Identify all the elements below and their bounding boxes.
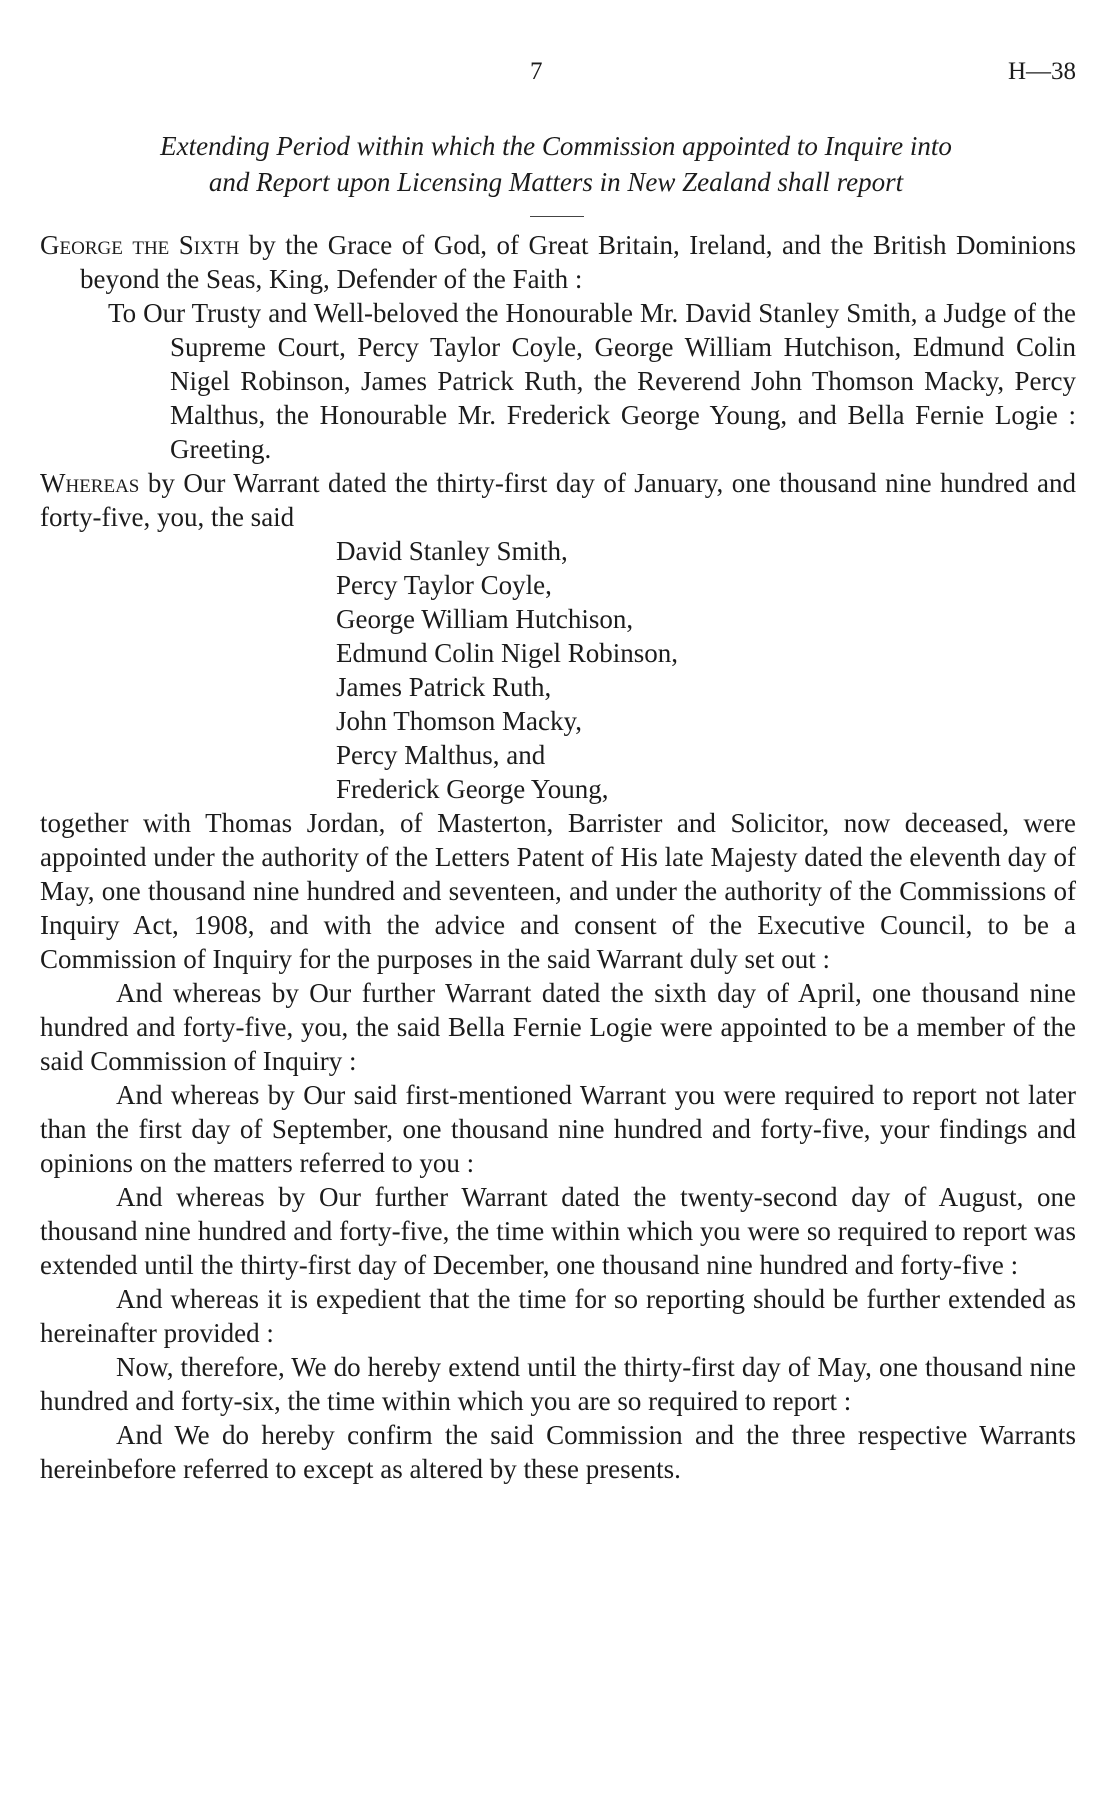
commissioner-name: Percy Malthus, and (336, 740, 546, 770)
commissioner-name: David Stanley Smith, (336, 536, 568, 566)
commissioner-name: James Patrick Ruth, (336, 672, 552, 702)
sovereign-style: by the Grace of God, of Great Britain, Ireland, and the British Dominions beyond the Seas, King, Defender of the Faith : (80, 230, 1077, 294)
document-title (36, 128, 1076, 200)
warrant-body (40, 228, 1076, 1486)
recital-paragraph: And whereas by Our further Warrant dated the sixth day of April, one thousand nine hundred and forty-five, you, the said Bella Fernie Logie were appointed to be a member of the said Commission of Inquiry : (40, 978, 1076, 1076)
page-number: 7 (530, 58, 543, 85)
whereas-continuation: together with Thomas Jordan, of Masterton, Barrister and Solicitor, now deceased, were appointed under the authority of the Letters Patent of His late Majesty dated the eleventh day of May, one thousand nine hundred and seventeen, and under the authority of the Commissions of Inquiry Act, 1908, and with the advice and consent of the Executive Council, to be a Commission of Inquiry for the purposes in the said Warrant duly set out : (40, 808, 1076, 974)
commissioner-name: Frederick George Young, (336, 774, 609, 804)
sovereign-name: George the Sixth (40, 230, 240, 260)
page-header (0, 58, 1114, 92)
whereas-text: by Our Warrant dated the thirty-first day of January, one thousand nine hundred and forty-five, you, the said (40, 468, 1076, 532)
address-paragraph: To Our Trusty and Well-beloved the Honourable Mr. David Stanley Smith, a Judge of the Supreme Court, Percy Taylor Coyle, George William Hutchison, Edmund Colin Nigel Robinson, James Patrick Ruth, the Reverend John Thomson Macky, Percy Malthus, the Honourable Mr. Frederick George Young, and Bella Fernie Logie : Greeting. (108, 298, 1076, 464)
title-divider (530, 216, 584, 217)
recital-paragraph: And whereas it is expedient that the time for so reporting should be further extended as hereinafter provided : (40, 1284, 1076, 1348)
whereas-lead: Whereas (40, 468, 140, 498)
preamble-paragraph (40, 228, 1076, 296)
confirmation-paragraph: And We do hereby confirm the said Commission and the three respective Warrants hereinbefore referred to except as altered by these presents. (40, 1420, 1076, 1484)
commissioner-name: Percy Taylor Coyle, (336, 570, 552, 600)
commissioner-name: John Thomson Macky, (336, 706, 582, 736)
title-line-1: Extending Period within which the Commission appointed to Inquire into (160, 131, 952, 161)
commissioner-name: Edmund Colin Nigel Robinson, (336, 638, 679, 668)
commissioner-name: George William Hutchison, (336, 604, 634, 634)
document-reference: H—38 (1007, 58, 1076, 85)
operative-paragraph: Now, therefore, We do hereby extend until the thirty-first day of May, one thousand nine hundred and forty-six, the time within which you are so required to report : (40, 1352, 1076, 1416)
commissioner-names-list (40, 534, 1076, 806)
recital-paragraph: And whereas by Our further Warrant dated the twenty-second day of August, one thousand nine hundred and forty-five, the time within which you were so required to report was extended until the thirty-first day of December, one thousand nine hundred and forty-five : (40, 1182, 1076, 1280)
title-line-2: and Report upon Licensing Matters in New Zealand shall report (208, 167, 904, 197)
recital-paragraph: And whereas by Our said first-mentioned Warrant you were required to report not later than the first day of September, one thousand nine hundred and forty-five, your findings and opinions on the matters referred to you : (40, 1080, 1076, 1178)
whereas-paragraph (40, 466, 1076, 534)
